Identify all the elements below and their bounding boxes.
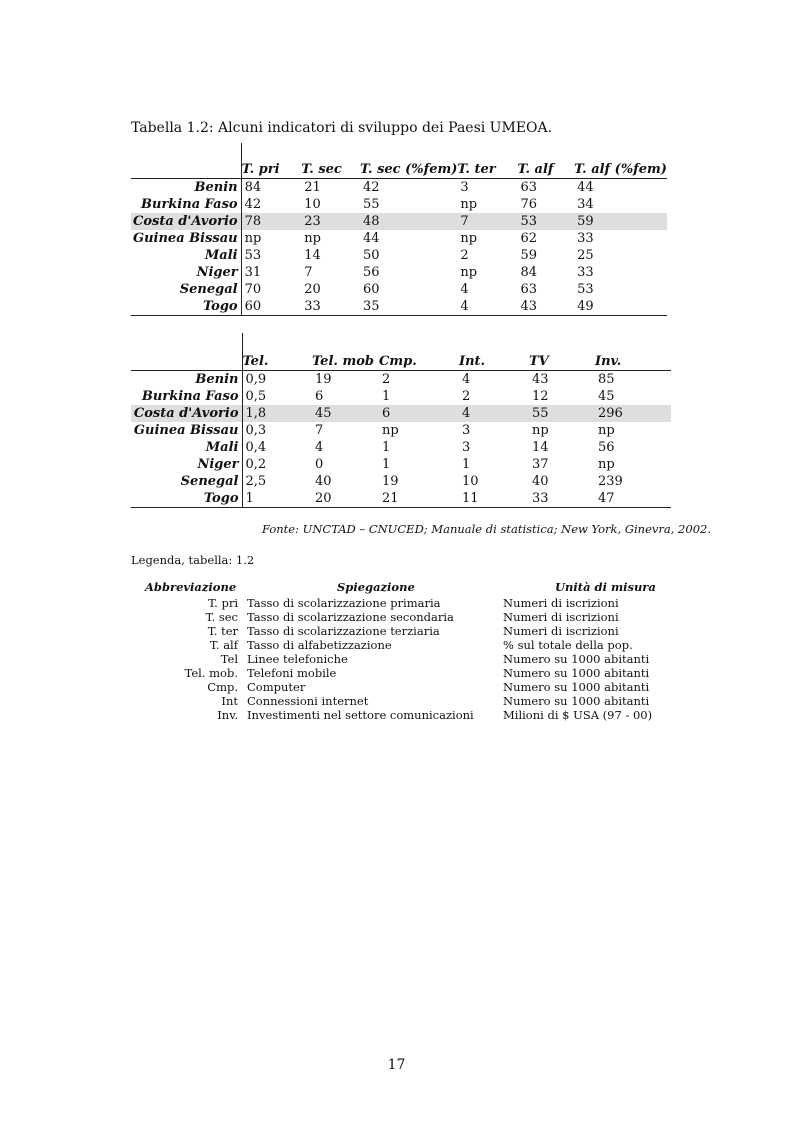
table-row: [131, 439, 671, 456]
column-header: T. alf (%fem): [574, 162, 667, 177]
table-cell: 2: [462, 389, 471, 404]
table-row: [131, 213, 667, 230]
table-cell: 4: [459, 405, 529, 422]
table-cell: 12: [532, 389, 549, 404]
table-cell: 4: [457, 298, 517, 316]
table-row: [131, 230, 667, 247]
legend-abbreviation: T. sec: [205, 610, 238, 624]
table-cell: 0,9: [242, 371, 312, 389]
legend-unit: Numeri di iscrizioni: [503, 624, 619, 638]
legend-unit: Numeri di iscrizioni: [503, 610, 619, 624]
table-cell: 6: [379, 405, 459, 422]
column-header: Inv.: [595, 354, 622, 369]
table-row: [131, 371, 671, 389]
table-cell: 34: [577, 197, 594, 212]
table-cell: 0,2: [245, 457, 267, 472]
legend-abbreviation: Int: [221, 694, 238, 708]
table-cell: 44: [363, 231, 380, 246]
table-cell: 3: [462, 423, 471, 438]
legend-unit: % sul totale della pop.: [503, 638, 633, 652]
table-cell: 14: [532, 440, 549, 455]
table-cell: 239: [598, 474, 623, 489]
column-header: Tel.: [242, 354, 269, 369]
table-cell: 49: [574, 298, 667, 316]
table-caption: Tabella 1.2: Alcuni indicatori di sviluppo dei Paesi UMEOA.: [131, 120, 553, 136]
table-cell: 14: [304, 248, 321, 263]
column-header: Tel. mob: [312, 354, 374, 369]
legend-explanation: Telefoni mobile: [247, 666, 337, 680]
country-label: Costa d'Avorio: [131, 405, 242, 422]
table-cell: 63: [517, 179, 574, 197]
table-row: [131, 388, 671, 405]
table-row: [131, 247, 667, 264]
table-cell: 1: [382, 389, 391, 404]
table-cell: 85: [595, 371, 671, 389]
table-cell: 78: [241, 213, 301, 230]
country-label: Guinea Bissau: [131, 230, 241, 247]
table-cell: 40: [315, 474, 332, 489]
table-row: [131, 473, 671, 490]
table-cell: np: [382, 423, 399, 438]
table-cell: 62: [520, 231, 538, 246]
country-label: Costa d'Avorio: [131, 213, 241, 230]
table-cell: 2: [460, 248, 469, 263]
country-label: Togo: [131, 490, 242, 508]
table-cell: np: [460, 197, 478, 212]
legend-abbreviation: Tel: [220, 652, 238, 666]
legend-row: [131, 680, 691, 694]
table-cell: 23: [301, 213, 360, 230]
legend-explanation: Tasso di scolarizzazione secondaria: [247, 610, 454, 624]
column-header: T. sec (%fem): [360, 162, 458, 177]
legend-header-explanation: Spiegazione: [337, 580, 415, 594]
header-country-blank: [131, 143, 241, 179]
legend-row: [131, 666, 691, 680]
legend-header-row: [131, 580, 691, 596]
table-cell: 63: [520, 282, 538, 297]
legend-unit: Numero su 1000 abitanti: [503, 680, 650, 694]
legend-abbreviation: T. alf: [209, 638, 238, 652]
table-cell: 44: [574, 179, 667, 197]
table-cell: 84: [241, 179, 301, 197]
country-label: Togo: [131, 298, 241, 316]
table-cell: 48: [360, 213, 457, 230]
legend-abbreviation: T. pri: [208, 596, 238, 610]
legend-row: [131, 624, 691, 638]
column-header: T. sec: [301, 162, 342, 177]
table-cell: 296: [595, 405, 671, 422]
table-cell: 50: [363, 248, 380, 263]
header-country-blank: [131, 333, 242, 371]
table-cell: 31: [244, 265, 262, 280]
table-cell: np: [598, 423, 615, 438]
table-cell: 0: [315, 457, 324, 472]
table-cell: 42: [360, 179, 457, 197]
legend-explanation: Connessioni internet: [247, 694, 369, 708]
column-header: T. pri: [241, 162, 280, 177]
legend-row: [131, 694, 691, 708]
column-header: Cmp.: [379, 354, 417, 369]
table-row: [131, 422, 671, 439]
table-cell: 33: [577, 231, 594, 246]
table-header-row: [131, 333, 671, 371]
table-cell: 40: [532, 474, 549, 489]
table-cell: 1,8: [242, 405, 312, 422]
table-cell: 33: [301, 298, 360, 316]
legend-row: [131, 708, 691, 722]
table-cell: 4: [460, 282, 469, 297]
legend-explanation: Tasso di scolarizzazione primaria: [247, 596, 441, 610]
legend-unit: Numeri di iscrizioni: [503, 596, 619, 610]
table-row: [131, 179, 667, 197]
table-cell: 70: [244, 282, 262, 297]
country-label: Guinea Bissau: [131, 422, 242, 439]
table-cell: 25: [577, 248, 594, 263]
table-row: [131, 405, 671, 422]
legend-row: [131, 596, 691, 610]
table-cell: 0,3: [245, 423, 267, 438]
table-header-row: [131, 143, 667, 179]
table-cell: 10: [462, 474, 479, 489]
table-cell: np: [460, 231, 478, 246]
legend-table: [131, 580, 691, 722]
table-cell: 1: [382, 440, 391, 455]
column-header: Int.: [459, 354, 486, 369]
country-label: Mali: [131, 439, 242, 456]
table-row: [131, 456, 671, 473]
table-cell: 0,5: [245, 389, 267, 404]
table-cell: 35: [360, 298, 457, 316]
table-cell: 19: [382, 474, 399, 489]
country-label: Senegal: [131, 473, 242, 490]
table-cell: 19: [312, 371, 379, 389]
table-cell: 60: [363, 282, 380, 297]
country-label: Benin: [131, 371, 242, 389]
table-cell: 56: [363, 265, 380, 280]
table-cell: 37: [532, 457, 549, 472]
table-cell: 53: [517, 213, 574, 230]
table-cell: 42: [244, 197, 262, 212]
legend-row: [131, 652, 691, 666]
column-header: T. ter: [457, 162, 496, 177]
education-indicators-table: [131, 143, 667, 316]
table-cell: 1: [242, 490, 312, 508]
country-label: Benin: [131, 179, 241, 197]
table-cell: 43: [517, 298, 574, 316]
table-row: [131, 490, 671, 508]
table-cell: 55: [363, 197, 380, 212]
table-cell: 59: [520, 248, 538, 263]
table-cell: 3: [462, 440, 471, 455]
table-cell: 6: [315, 389, 324, 404]
table-cell: 7: [304, 265, 313, 280]
table-cell: 7: [315, 423, 324, 438]
table-row: [131, 298, 667, 316]
table-cell: 53: [244, 248, 262, 263]
legend-abbreviation: T. ter: [207, 624, 238, 638]
table-cell: 11: [459, 490, 529, 508]
legend-explanation: Tasso di scolarizzazione terziaria: [247, 624, 440, 638]
table-cell: 59: [574, 213, 667, 230]
legend-abbreviation: Cmp.: [207, 680, 238, 694]
table-cell: 33: [577, 265, 594, 280]
table-row: [131, 264, 667, 281]
table-row: [131, 281, 667, 298]
country-label: Niger: [131, 456, 242, 473]
column-header: TV: [529, 354, 549, 369]
legend-row: [131, 638, 691, 652]
table-cell: np: [460, 265, 478, 280]
legend-header-abbreviation: Abbreviazione: [145, 580, 237, 594]
country-label: Senegal: [131, 281, 241, 298]
country-label: Mali: [131, 247, 241, 264]
table-cell: 2: [379, 371, 459, 389]
table-cell: 2,5: [245, 474, 267, 489]
table-cell: np: [598, 457, 615, 472]
table-cell: 45: [598, 389, 615, 404]
table-cell: 21: [301, 179, 360, 197]
table-row: [131, 196, 667, 213]
table-cell: 20: [312, 490, 379, 508]
table-cell: 21: [379, 490, 459, 508]
country-label: Burkina Faso: [131, 388, 242, 405]
legend-abbreviation: Tel. mob.: [184, 666, 238, 680]
table-cell: 84: [520, 265, 538, 280]
legend-unit: Milioni di $ USA (97 - 00): [503, 708, 653, 722]
table-cell: 56: [598, 440, 615, 455]
page-number: 17: [387, 1057, 406, 1073]
table-cell: 4: [315, 440, 324, 455]
source-note: Fonte: UNCTAD – CNUCED; Manuale di statistica; New York, Ginevra, 2002.: [262, 522, 711, 536]
table-cell: 7: [457, 213, 517, 230]
table-cell: 20: [304, 282, 321, 297]
table-cell: 47: [595, 490, 671, 508]
column-header: T. alf: [517, 162, 554, 177]
table-cell: 53: [577, 282, 594, 297]
table-cell: 10: [304, 197, 321, 212]
table-cell: np: [304, 231, 321, 246]
table-cell: 0,4: [245, 440, 267, 455]
table-cell: np: [532, 423, 549, 438]
legend-explanation: Tasso di alfabetizzazione: [247, 638, 392, 652]
table-cell: 3: [457, 179, 517, 197]
table-cell: 4: [459, 371, 529, 389]
table-cell: 55: [529, 405, 595, 422]
legend-explanation: Linee telefoniche: [247, 652, 348, 666]
legend-explanation: Computer: [247, 680, 306, 694]
table-cell: 33: [529, 490, 595, 508]
legend-unit: Numero su 1000 abitanti: [503, 666, 650, 680]
table-cell: 45: [312, 405, 379, 422]
legend-unit: Numero su 1000 abitanti: [503, 694, 650, 708]
table-cell: np: [244, 231, 262, 246]
legend-abbreviation: Inv.: [217, 708, 238, 722]
table-cell: 1: [382, 457, 391, 472]
legend-title: Legenda, tabella: 1.2: [131, 553, 255, 567]
table-cell: 76: [520, 197, 538, 212]
table-cell: 60: [241, 298, 301, 316]
legend-unit: Numero su 1000 abitanti: [503, 652, 650, 666]
table-cell: 43: [529, 371, 595, 389]
legend-explanation: Investimenti nel settore comunicazioni: [247, 708, 474, 722]
country-label: Niger: [131, 264, 241, 281]
country-label: Burkina Faso: [131, 196, 241, 213]
communication-indicators-table: [131, 333, 671, 508]
table-cell: 1: [462, 457, 471, 472]
legend-row: [131, 610, 691, 624]
legend-header-unit: Unità di misura: [555, 580, 656, 594]
